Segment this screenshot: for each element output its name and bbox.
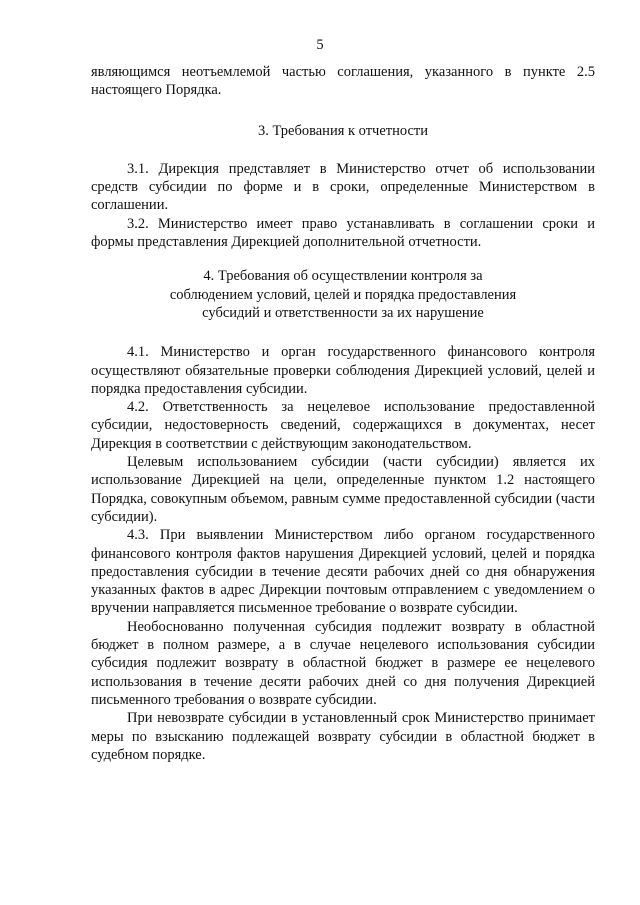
paragraph-4-2-cont: Целевым использованием субсидии (части субсидии) является их использование Дирекцией на цели, определенные пунктом 1.2 настоящего Порядка, совокупным объемом, равным сумме предоставленной субсидии (части субсидии).: [91, 454, 595, 525]
section-4-heading: [91, 267, 595, 322]
paragraph-4-3-cont-2: При невозврате субсидии в установленный срок Министерство принимает меры по взысканию подлежащей возврату субсидии в областной бюджет в судебном порядке.: [91, 710, 595, 763]
paragraph-4-2: 4.2. Ответственность за нецелевое использование предоставленной субсидии, недостоверность сведений, содержащихся в документах, несет Дирекция в соответствии с действующим законодательством.: [91, 399, 595, 452]
section-4-heading-line-2: соблюдением условий, целей и порядка предоставления: [169, 286, 517, 303]
paragraph-3-2: 3.2. Министерство имеет право устанавливать в соглашении сроки и формы представления Дирекцией дополнительной отчетности.: [91, 215, 595, 251]
section-4-heading-line-1: 4. Требования об осуществлении контроля за: [203, 268, 483, 285]
paragraph-3-1: 3.1. Дирекция представляет в Министерство отчет об использовании средств субсидии по форме и в сроки, определенные Министерством в соглашении.: [91, 160, 595, 214]
paragraph-4-1: 4.1. Министерство и орган государственного финансового контроля осуществляют обязательные проверки соблюдения Дирекцией условий, целей и порядка предоставления субсидии.: [91, 344, 595, 397]
paragraph-4-3-cont-1: Необоснованно полученная субсидия подлежит возврату в областной бюджет в полном размере, а в случае нецелевого использования субсидии субсидия подлежит возврату в областной бюджет в размере ее нецелевого использования в течение десяти рабочих дней со дня получения Дирекцией письменного требования о возврате субсидии.: [91, 618, 595, 708]
page-number: 5: [316, 37, 324, 53]
paragraph-4-3: 4.3. При выявлении Министерством либо органом государственного финансового контроля фактов нарушения Дирекцией условий, целей и порядка предоставления субсидии в течение десяти рабочих дней со дня обнаружения указанных фактов в адрес Дирекции почтовым отправлением с уведомлением о вручении направляется письменное требование о возврате субсидии.: [91, 527, 595, 617]
intro-paragraph: являющимся неотъемлемой частью соглашения, указанного в пункте 2.5 настоящего Порядка.: [91, 64, 595, 99]
section-4-heading-line-3: субсидий и ответственности за их нарушение: [202, 304, 484, 321]
document-body: [91, 63, 595, 764]
section-3-heading: 3. Требования к отчетности: [257, 122, 429, 139]
